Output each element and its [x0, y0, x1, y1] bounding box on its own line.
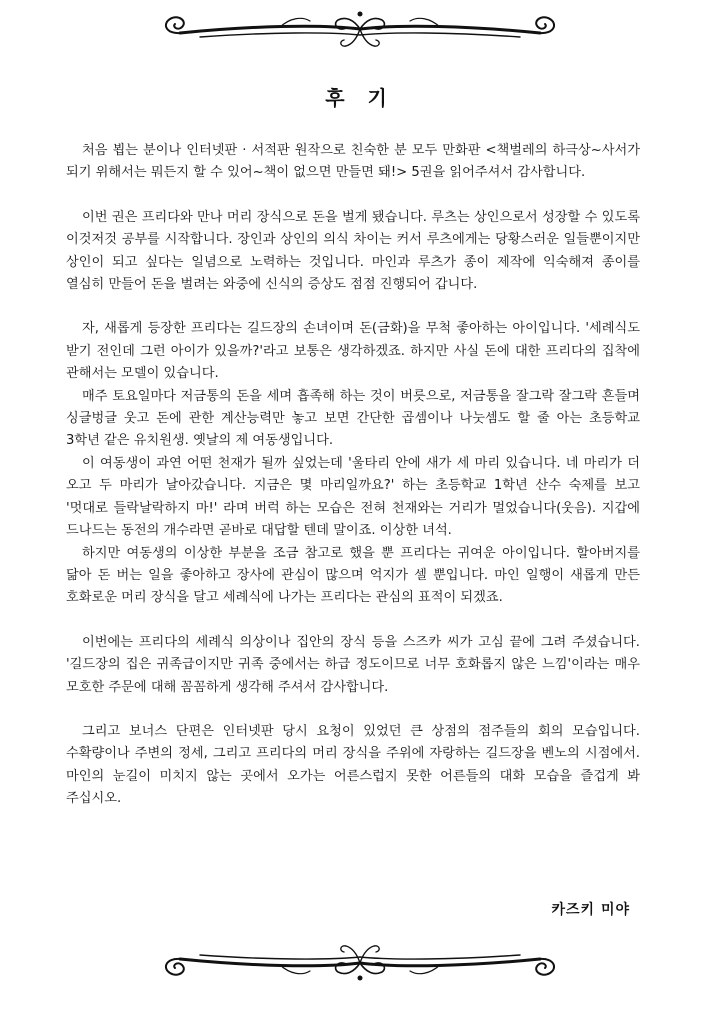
top-ornament-flourish	[160, 2, 560, 62]
paragraph-7: 이번에는 프리다의 세례식 의상이나 집안의 장식 등을 스즈카 씨가 고심 끝에 그려 주셨습니다. '길드장의 집은 귀족급이지만 귀족 중에서는 하급 정도이므로 너무 호화롭지 않은 느낌'이라는 매우 모호한 주문에 대해 꼼꼼하게 생각해 주셔서 감사합니다.	[66, 634, 640, 695]
paragraph-3: 자, 새롭게 등장한 프리다는 길드장의 손녀이며 돈(금화)을 무척 좋아하는 아이입니다. '세례식도 받기 전인데 그런 아이가 있을까?'라고 보통은 생각하겠죠. 하지만 사실 돈에 대한 프리다의 집착에 관해서는 모델이 있습니다.	[66, 321, 640, 382]
page-title: 후 기	[325, 86, 395, 110]
paragraph-gap	[66, 610, 640, 632]
paragraph-gap	[66, 296, 640, 318]
paragraph-6: 하지만 여동생의 이상한 부분을 조금 참고로 했을 뿐 프리다는 귀여운 아이입니다. 할아버지를 닮아 돈 버는 일을 좋아하고 장사에 관심이 많으며 억지가 셀 뿐입니다. 마인 일행이 새롭게 만든 호화로운 머리 장식을 달고 세례식에 나가는 프리다는 관심의 표적이 되겠죠.	[66, 545, 640, 606]
paragraph-1: 처음 뵙는 분이나 인터넷판 · 서적판 원작으로 친숙한 분 모두 만화판 <책벌레의 하극상~사서가 되기 위해서는 뭐든지 할 수 있어~책이 없으면 만들면 돼!> 5권을 읽어주셔서 감사합니다.	[66, 143, 640, 181]
bottom-ornament-flourish	[160, 930, 560, 990]
afterword-body	[66, 140, 640, 811]
paragraph-4: 매주 토요일마다 저금통의 돈을 세며 흡족해 하는 것이 버릇으로, 저금통을 잘그락 잘그락 흔들며 싱글벙글 웃고 돈에 관한 계산능력만 놓고 보면 간단한 곱셈이나 나눗셈도 할 줄 아는 초등학교 3학년 같은 유치원생. 옛날의 제 여동생입니다.	[66, 388, 640, 449]
paragraph-2: 이번 권은 프리다와 만나 머리 장식으로 돈을 벌게 됐습니다. 루츠는 상인으로서 성장할 수 있도록 이것저것 공부를 시작합니다. 장인과 상인의 의식 차이는 커서 루츠에게는 당황스러운 일들뿐이지만 상인이 되고 싶다는 일념으로 노력하는 것입니다. 마인과 루츠가 종이 제작에 익숙해져 종이를 열심히 만들어 돈을 벌려는 와중에 신식의 증상도 점점 진행되어 갑니다.	[66, 209, 640, 293]
author-signature: 카즈키 미야	[551, 902, 630, 918]
paragraph-5: 이 여동생이 과연 어떤 천재가 될까 싶었는데 '울타리 안에 새가 세 마리 있습니다. 네 마리가 더 오고 두 마리가 날아갔습니다. 지금은 몇 마리일까요?' 하는 초등학교 1학년 산수 숙제를 보고 '멋대로 들락날락하지 마!' 라며 버럭 하는 모습은 전혀 천재와는 거리가 멀었습니다(웃음). 지갑에 드나드는 동전의 개수라면 곧바로 대답할 텐데 말이죠. 이상한 녀석.	[66, 455, 640, 539]
paragraph-gap	[66, 699, 640, 721]
paragraph-8: 그리고 보너스 단편은 인터넷판 당시 요청이 있었던 큰 상점의 점주들의 회의 모습입니다. 수확량이나 주변의 정세, 그리고 프리다의 머리 장식을 주위에 자랑하는 길드장을 벤노의 시점에서. 마인의 눈길이 미치지 않는 곳에서 오가는 어른스럽지 못한 어른들의 대화 모습을 즐겁게 봐 주십시오.	[66, 723, 640, 807]
paragraph-gap	[66, 185, 640, 207]
